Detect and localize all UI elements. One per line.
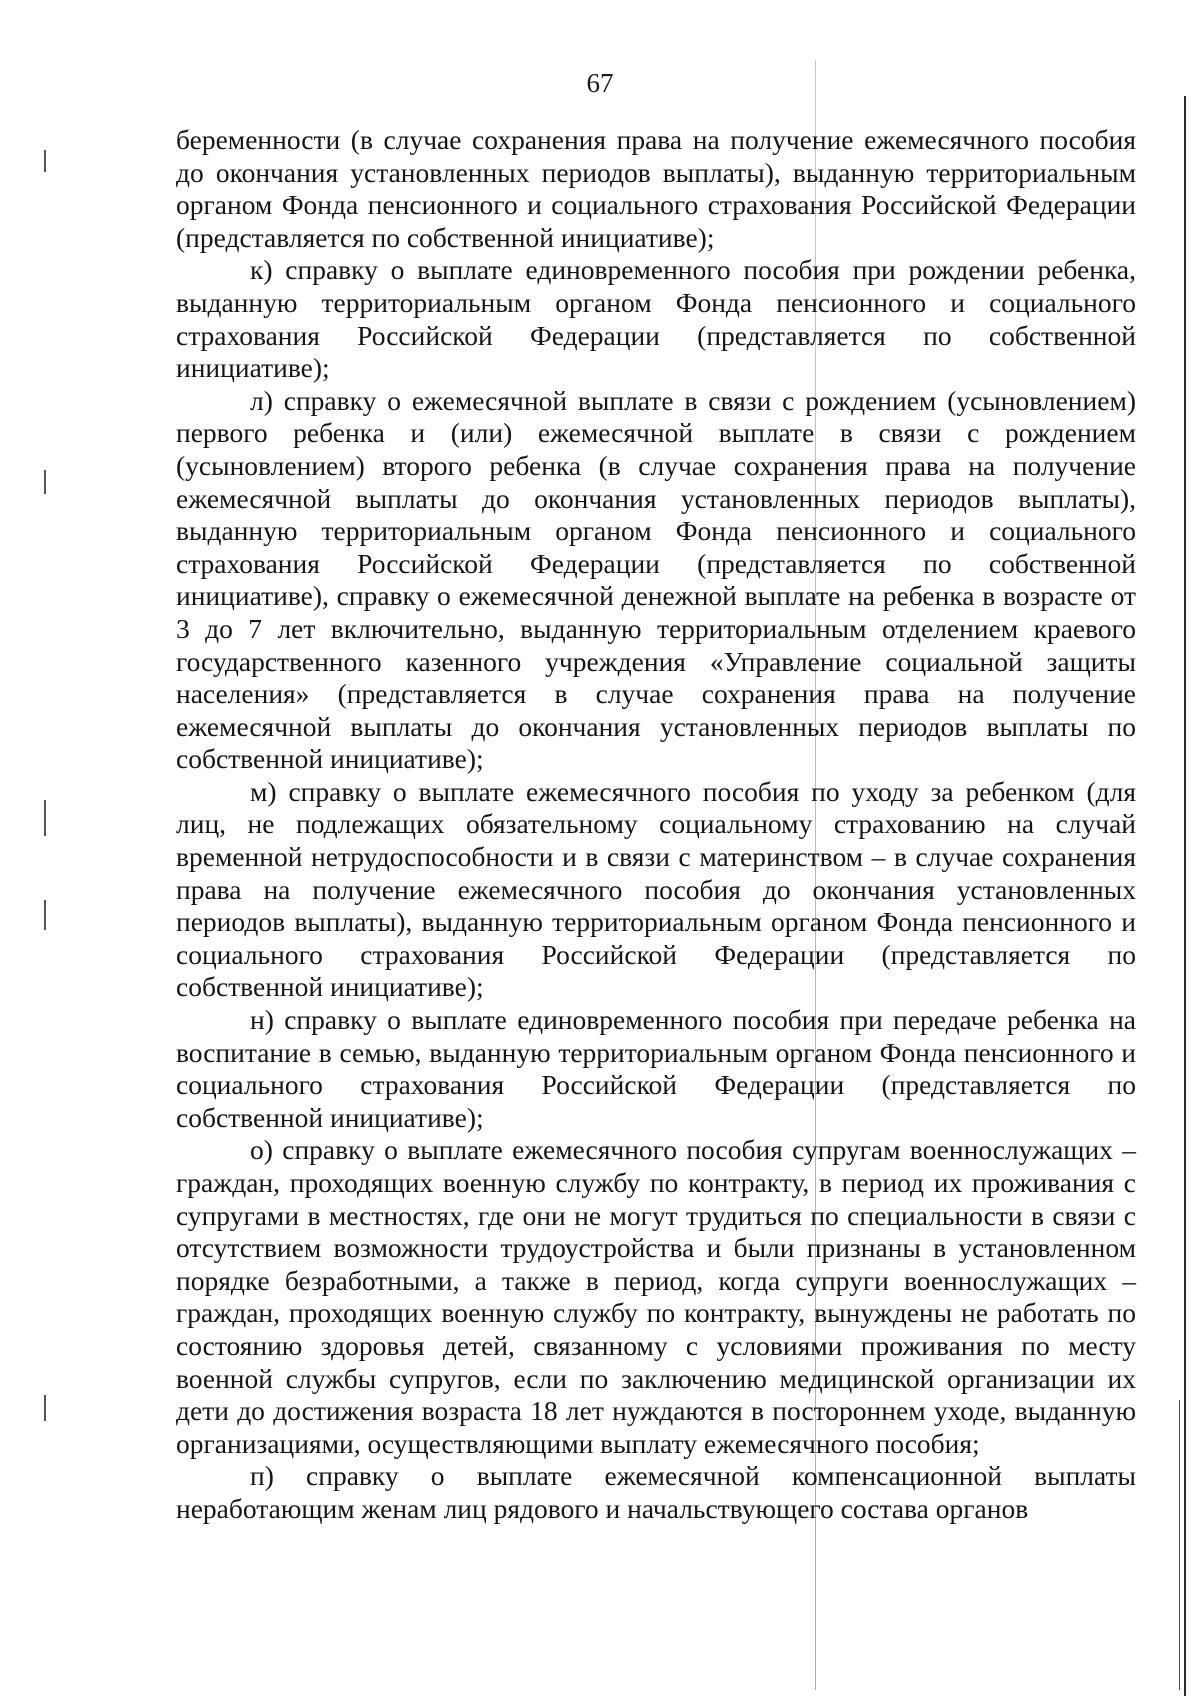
- paragraph-item-m: м) справку о выплате ежемесячного пособия по уходу за ребенком (для лиц, не подлежащих обязательному социальному страхованию на случай временной нетрудоспособности и в связи с материнством – в случае сохранения права на получение ежемесячного пособия до окончания установленных периодов выплаты), выданную территориальным органом Фонда пенсионного и социального страхования Российской Федерации (представляется по собственной инициативе);: [176, 775, 1136, 1003]
- page-number: 67: [586, 68, 614, 98]
- scan-right-edge: [1184, 96, 1186, 1696]
- paragraph-item-p: п) справку о выплате ежемесячной компенсационной выплаты неработающим женам лиц рядового и начальствующего состава органов: [176, 1460, 1136, 1524]
- paragraph-item-o: о) справку о выплате ежемесячного пособия супругам военнослужащих – граждан, проходящих военную службу по контракту, в период их проживания с супругами в местностях, где они не могут трудиться по специальности в связи с отсутствием возможности трудоустройства и были признаны в установленном порядке безработными, а также в период, когда супруги военнослужащих – граждан, проходящих военную службу по контракту, вынуждены не работать по состоянию здоровья детей, связанному с условиями проживания по месту военной службы супругов, если по заключению медицинской организации их дети до достижения возраста 18 лет нуждаются в постороннем уходе, выданную организациями, осуществляющими выплату ежемесячного пособия;: [176, 1134, 1136, 1459]
- scan-left-mark: [44, 900, 46, 930]
- paragraph-item-n: н) справку о выплате единовременного пособия при передаче ребенка на воспитание в семью, выданную территориальным органом Фонда пенсионного и социального страхования Российской Федерации (представляется по собственной инициативе);: [176, 1004, 1136, 1133]
- scan-left-mark: [44, 150, 46, 172]
- document-body: [176, 124, 1136, 1526]
- paragraph-item-l: л) справку о ежемесячной выплате в связи с рождением (усыновлением) первого ребенка и (или) ежемесячной выплате в связи с рождением (усыновлением) второго ребенка (в случае сохранения права на получение ежемесячной выплаты до окончания установленных периодов выплаты), выданную территориальным органом Фонда пенсионного и социального страхования Российской Федерации (представляется по собственной инициативе), справку о ежемесячной денежной выплате на ребенка в возрасте от 3 до 7 лет включительно, выданную территориальным отделением краевого государственного казенного учреждения «Управление социальной защиты населения» (представляется в случае сохранения права на получение ежемесячной выплаты до окончания установленных периодов выплаты по собственной инициативе);: [176, 384, 1136, 775]
- paragraph-continuation: беременности (в случае сохранения права на получение ежемесячного пособия до окончания установленных периодов выплаты), выданную территориальным органом Фонда пенсионного и социального страхования Российской Федерации (представляется по собственной инициативе);: [176, 124, 1136, 253]
- scan-left-mark: [44, 1395, 46, 1421]
- scan-left-mark: [44, 470, 46, 494]
- scan-right-edge-inner: [1179, 1400, 1180, 1690]
- scan-left-mark: [44, 800, 46, 836]
- paragraph-item-k: к) справку о выплате единовременного пособия при рождении ребенка, выданную территориальным органом Фонда пенсионного и социального страхования Российской Федерации (представляется по собственной инициативе);: [176, 254, 1136, 384]
